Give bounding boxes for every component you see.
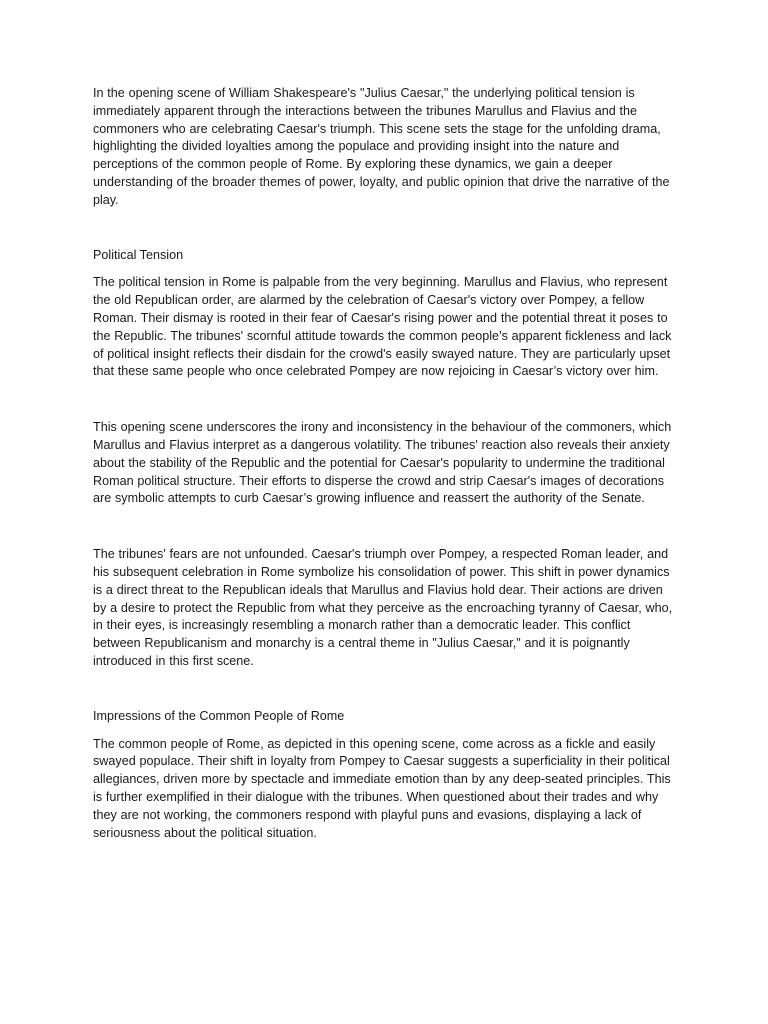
spacer (93, 264, 675, 274)
spacer (93, 381, 675, 419)
intro-paragraph: In the opening scene of William Shakespeare's "Julius Caesar," the underlying political tension is immediately apparent through the interactions between the tribunes Marullus and Flavius and the commoners who are celebrating Caesar's triumph. This scene sets the stage for the unfolding drama, highlighting the divided loyalties among the populace and providing insight into the nature and perceptions of the common people of Rome. By exploring these dynamics, we gain a deeper understanding of the broader themes of power, loyalty, and public opinion that drive the narrative of the play. (93, 86, 670, 207)
spacer (93, 508, 675, 546)
spacer (93, 726, 675, 736)
paragraph: The common people of Rome, as depicted in this opening scene, come across as a fickle and easily swayed populace. Their shift in loyalty from Pompey to Caesar suggests a superficiality in their political allegiances, driven more by spectacle and immediate emotion than by any deep-seated principles. This is further exemplified in their dialogue with the tribunes. When questioned about their trades and why they are not working, the commoners respond with playful puns and evasions, displaying a lack of seriousness about the political situation. (93, 736, 671, 840)
paragraph: The tribunes' fears are not unfounded. Caesar's triumph over Pompey, a respected Roman leader, and his subsequent celebration in Rome symbolize his consolidation of power. This shift in power dynamics is a direct threat to the Republican ideals that Marullus and Flavius hold dear. Their actions are driven by a desire to protect the Republic from what they perceive as the encroaching tyranny of Caesar, who, in their eyes, is increasingly resembling a monarch rather than a democratic leader. This conflict between Republicanism and monarchy is a central theme in "Julius Caesar," and it is poignantly introduced in this first scene. (93, 547, 673, 668)
paragraph: The political tension in Rome is palpable from the very beginning. Marullus and Flavius, who represent the old Republican order, are alarmed by the celebration of Caesar's victory over Pompey, a fellow Roman. Their dismay is rooted in their fear of Caesar's rising power and the potential threat it poses to the Republic. The tribunes' scornful attitude towards the common people’s apparent fickleness and lack of political insight reflects their disdain for the crowd's easily swayed nature. They are particularly upset that these same people who once celebrated Pompey are now rejoicing in Caesar’s victory over him. (93, 275, 672, 379)
section-heading-common-people: Impressions of the Common People of Rome (93, 708, 345, 723)
paragraph: This opening scene underscores the irony and inconsistency in the behaviour of the commoners, which Marullus and Flavius interpret as a dangerous volatility. The tribunes' reaction also reveals their anxiety about the stability of the Republic and the potential for Caesar's popularity to undermine the traditional Roman political structure. Their efforts to disperse the crowd and strip Caesar's images of decorations are symbolic attempts to curb Caesar’s growing influence and reassert the authority of the Senate. (93, 420, 672, 506)
spacer (93, 210, 675, 247)
spacer (93, 671, 675, 708)
section-heading-political-tension: Political Tension (93, 247, 184, 262)
document-body (93, 85, 675, 842)
